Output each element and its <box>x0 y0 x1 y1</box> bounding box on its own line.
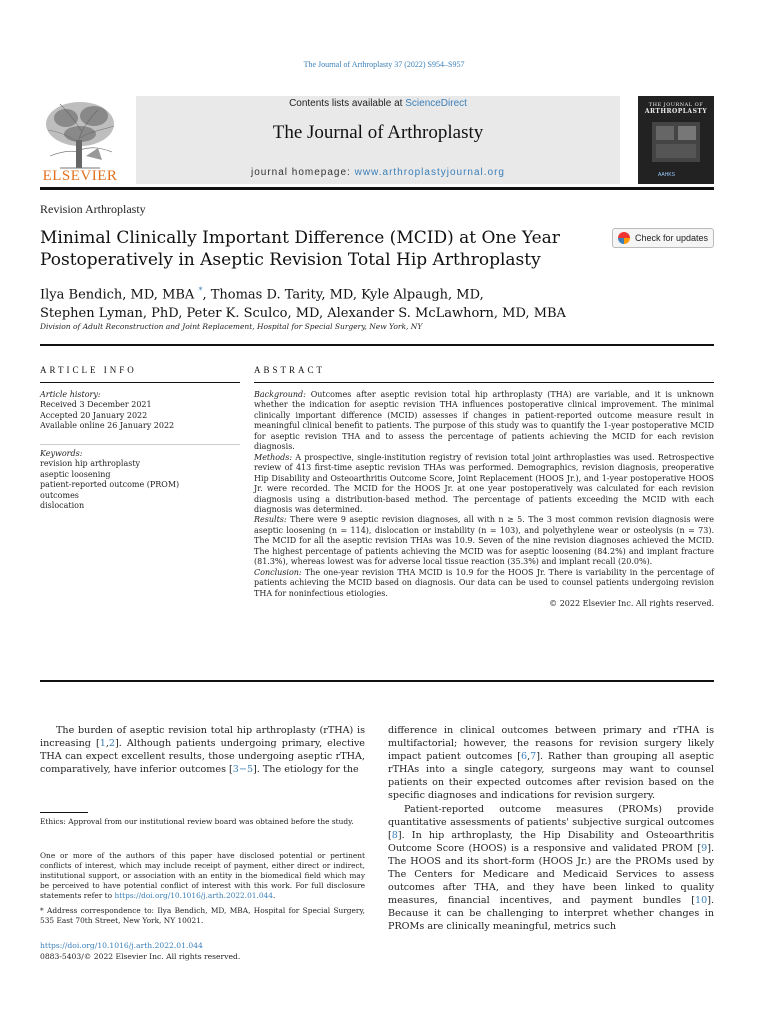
abstract-results: Results: There were 9 aseptic revision diagnoses, all with n ≥ 5. The 3 most common revision diagnosis were aseptic loosening (n = 114), dislocation or instability (n = 103), and polyethylene wear or osteolysis (n = 73). The MCID for all the aseptic revision THAs was 10.9. Seven of the nine revision diagnoses achieved the MCID. The highest percentage of patients achieving the MCID was for aseptic loosening (84.2%) and implant fracture (81.3%), whereas lowest was for adverse local tissue reaction (35.3%) and implant recall (20.0%). <box>254 515 714 567</box>
elsevier-logo <box>40 96 120 184</box>
check-for-updates-button[interactable] <box>612 228 714 248</box>
abstract-conclusion: Conclusion: The one-year revision THA MCID is 10.9 for the HOOS Jr. There is variability in the percentage of patients achieving the MCID based on diagnosis. Our data can be used to counsel patients undergoing revision THA for noninfectious etiologies. <box>254 567 715 598</box>
keywords-block <box>40 449 240 511</box>
keyword: patient-reported outcome (PROM) <box>40 480 180 490</box>
journal-banner <box>136 96 620 184</box>
ref-link[interactable]: 6 <box>520 751 528 763</box>
keyword: aseptic loosening <box>40 469 111 479</box>
ref-link[interactable]: 1 <box>99 738 106 750</box>
intro-paragraph-1-cont: difference in clinical outcomes between primary and rTHA is multifactorial; however, the reasons for revision surgery likely impact patient outcomes [6,7]. Rather than grouping all aseptic rTHAs into a single category, surgeons may want to counsel patients on their expected outcomes after revision based on the specific diagnoses and indications for revision surgery. <box>388 725 714 802</box>
abstract-body <box>254 390 714 610</box>
issn-copyright: 0883-5403/© 2022 Elsevier Inc. All rights reserved. <box>40 952 241 961</box>
abstract-heading: ABSTRACT <box>254 365 326 375</box>
contents-line: Contents lists available at ScienceDirect <box>289 98 467 109</box>
check-updates-icon <box>618 232 630 244</box>
journal-cover <box>638 96 714 184</box>
footnote-address: * Address correspondence to: Ilya Bendich, MD, MBA, Hospital for Special Surgery, 535 East 70th Street, New York, NY 10021. <box>40 906 365 926</box>
elsevier-wordmark: ELSEVIER <box>42 168 118 184</box>
accepted-date: Accepted 20 January 2022 <box>40 410 148 420</box>
footnote-ethics: Ethics: Approval from our institutional review board was obtained before the study. <box>40 817 354 826</box>
title-rule <box>40 344 714 346</box>
article-history <box>40 390 240 432</box>
online-date: Available online 26 January 2022 <box>40 421 175 431</box>
abstract-background: Background: Outcomes after aseptic revision total hip arthroplasty (THA) are variable, and it is unknown whether the indication for aseptic revision THA influences postoperative clinical improvement. The minimal clinically important difference (MCID) assesses if changes in patient-reported outcome measure result in meaningful clinical benefit to patients. The purpose of this study was to quantify the 1-year postoperative MCID for aseptic revision THA and to assess the percentage of patients achieving the MCID for each revision diagnosis. <box>254 390 714 452</box>
affiliation: Division of Adult Reconstruction and Joint Replacement, Hospital for Special Surgery, New York, NY <box>40 322 423 331</box>
author-list <box>40 281 600 323</box>
abstract-copyright: © 2022 Elsevier Inc. All rights reserved. <box>549 599 714 609</box>
cover-title-line2: ARTHROPLASTY <box>644 108 708 115</box>
keywords-rule <box>40 444 240 445</box>
author-line1-rest: , Thomas D. Tarity, MD, Kyle Alpaugh, MD, <box>202 287 484 303</box>
footnote-rule <box>40 812 88 813</box>
keyword: dislocation <box>40 501 85 511</box>
ref-link[interactable]: 3−5 <box>232 764 254 776</box>
author-line1: Ilya Bendich, MD, MBA <box>40 287 195 303</box>
sciencedirect-link[interactable]: ScienceDirect <box>405 98 467 109</box>
body-right-column <box>388 724 714 934</box>
keyword: revision hip arthroplasty <box>40 459 141 469</box>
ref-link[interactable]: 10 <box>694 895 708 907</box>
cover-image-icon <box>652 122 700 162</box>
intro-paragraph-2: Patient-reported outcome measures (PROMs) provide quantitative assessments of patients' subjective surgical outcomes [8]. In hip arthroplasty, the Hip Disability and Osteoarthritis Outcome Score (HOOS) is a responsive and validated PROM [9]. The HOOS and its short-form (HOOS Jr.) are the PROMs used by The Centers for Medicare and Medicaid Services to assess outcomes after THA, and they have been linked to quality measures, financial incentives, and payment bundles [10]. Because it can be challenging to interpret whether changes in PROMs are clinically meaningful, metrics such <box>388 803 714 933</box>
coi-doi-link[interactable]: https://doi.org/10.1016/j.arth.2022.01.044 <box>114 891 273 901</box>
keyword: outcomes <box>40 490 79 500</box>
abstract-methods: Methods: A prospective, single-institution registry of revision total joint arthroplasties was used. Retrospective review of 413 first-time aseptic revision THAs was performed. Demographics, revision diagnosis, preoperative Hip Disability and Osteoarthritis Outcome Score, Joint Replacement (HOOS Jr.), and 1-year postoperative HOOS Jr. were recorded. The MCID for the HOOS Jr. at one year postoperatively was calculated for each revision diagnosis using a distribution-based method. The percentage of patients exceeding the MCID with each diagnosis was determined. <box>254 452 714 514</box>
homepage-link[interactable]: www.arthroplastyjournal.org <box>354 167 505 178</box>
cover-logo: AAHKS <box>658 172 675 178</box>
ref-link[interactable]: 8 <box>391 829 398 841</box>
ref-link[interactable]: 7 <box>530 751 537 763</box>
body-left-column <box>40 724 365 776</box>
section-label: Revision Arthroplasty <box>40 202 146 216</box>
article-info-heading: ARTICLE INFO <box>40 365 137 375</box>
header-rule <box>40 187 714 190</box>
homepage-line: journal homepage: www.arthroplastyjournal.org <box>250 167 505 178</box>
abstract-rule <box>254 382 714 383</box>
history-label: Article history: <box>40 390 101 399</box>
keywords-label: Keywords: <box>40 449 83 458</box>
corresponding-author-link[interactable]: * <box>198 286 203 295</box>
journal-citation[interactable]: The Journal of Arthroplasty 37 (2022) S954–S957 <box>303 60 465 69</box>
footnote-conflict-of-interest: One or more of the authors of this paper have disclosed potential or pertinent conflicts of interest, which may include receipt of payment, either direct or indirect, institutional support, or association with an entity in the biomedical field which may be perceived to have potential conflict of interest with this work. For full disclosure statements refer to https://doi.org/10.1016/j.arth.2022.01.044. <box>40 851 365 901</box>
check-updates-label: Check for updates <box>635 233 709 243</box>
article-title: Minimal Clinically Important Difference (MCID) at One Year Postoperatively in Aseptic Revision Total Hip Arthroplasty <box>40 228 560 270</box>
received-date: Received 3 December 2021 <box>40 400 152 410</box>
journal-title: The Journal of Arthroplasty <box>272 122 484 143</box>
cover-title-line1: THE JOURNAL OF <box>648 102 704 108</box>
author-line2: Stephen Lyman, PhD, Peter K. Sculco, MD, Alexander S. McLawhorn, MD, MBA <box>40 306 566 322</box>
article-info-rule <box>40 382 240 383</box>
ref-link[interactable]: 2 <box>108 738 115 750</box>
intro-paragraph-1: The burden of aseptic revision total hip arthroplasty (rTHA) is increasing [1,2]. Although patients undergoing primary, elective THA can expect excellent results, those undergoing aseptic rTHA, comparatively, have inferior outcomes [3−5]. The etiology for the <box>40 725 365 776</box>
article-doi-link[interactable]: https://doi.org/10.1016/j.arth.2022.01.044 <box>40 941 203 950</box>
abstract-end-rule <box>40 680 714 682</box>
ref-link[interactable]: 9 <box>701 842 708 854</box>
